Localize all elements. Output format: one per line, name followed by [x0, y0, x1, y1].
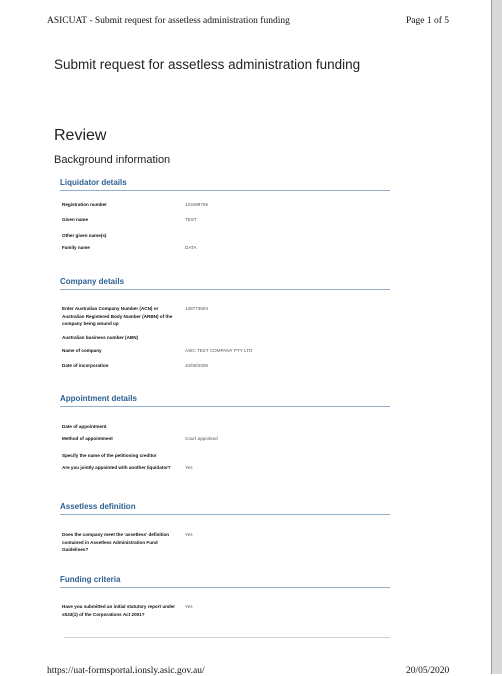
- print-footer-url: https://uat-formsportal.ionsly.asic.gov.au/: [47, 666, 205, 676]
- background-information-heading: Background information: [54, 154, 171, 166]
- company-details-section: [60, 277, 390, 368]
- liquidator-details-section: [60, 178, 390, 250]
- field-label: Does the company meet the 'assetless' definition contained in Assetless Administration Fund Guidelines?: [62, 532, 170, 552]
- field-label: Have you submitted an initial statutory report under s533(1) of the Corporations Act 2001?: [62, 604, 176, 617]
- field-value: 10/08/2009: [185, 363, 208, 368]
- section-title: Funding criteria: [60, 575, 390, 588]
- section-title: Company details: [60, 277, 390, 290]
- field-value: TEST: [185, 217, 197, 222]
- field-value: Yes: [185, 465, 193, 470]
- field-label: Australian business number (ABN): [62, 335, 139, 340]
- field-value: Yes: [185, 532, 193, 537]
- field-label: Date of appointment: [62, 424, 107, 429]
- assetless-definition-section: [60, 502, 390, 552]
- field-label: Enter Australian Company Number (ACN) or Australian Registered Body Number (ARBN) of the company being wound up: [62, 306, 173, 326]
- field-label: Date of incorporation: [62, 363, 109, 368]
- section-title: Liquidator details: [60, 178, 390, 191]
- field-value: ASIC TEST COMPANY PTY LTD: [185, 348, 253, 353]
- review-heading: Review: [54, 127, 107, 144]
- field-label: Name of company: [62, 348, 102, 353]
- print-header-page-number: Page 1 of 5: [406, 16, 450, 26]
- funding-criteria-section: [60, 575, 390, 617]
- field-value: 123498765: [185, 202, 208, 207]
- field-value: DATA: [185, 245, 197, 250]
- section-title: Appointment details: [60, 394, 390, 407]
- footer-divider: [64, 637, 390, 638]
- page-shadow: [492, 0, 502, 674]
- field-value: Yes: [185, 604, 193, 609]
- document-title: Submit request for assetless administration funding: [54, 57, 361, 72]
- field-label: Other given name(s): [62, 233, 107, 238]
- print-header-title: ASICUAT - Submit request for assetless administration funding: [47, 16, 290, 26]
- field-value: 138773504: [185, 306, 208, 311]
- appointment-details-section: [60, 394, 390, 470]
- field-value: Court appointed: [185, 436, 218, 441]
- field-label: Are you jointly appointed with another liquidator?: [62, 465, 171, 470]
- field-label: Family name: [62, 245, 90, 250]
- print-footer-date: 20/05/2020: [406, 666, 450, 676]
- section-title: Assetless definition: [60, 502, 390, 515]
- field-label: Specify the name of the petitioning creditor: [62, 453, 157, 458]
- field-label: Method of appointment: [62, 436, 113, 441]
- field-label: Given name: [62, 217, 89, 222]
- field-label: Registration number: [62, 202, 107, 207]
